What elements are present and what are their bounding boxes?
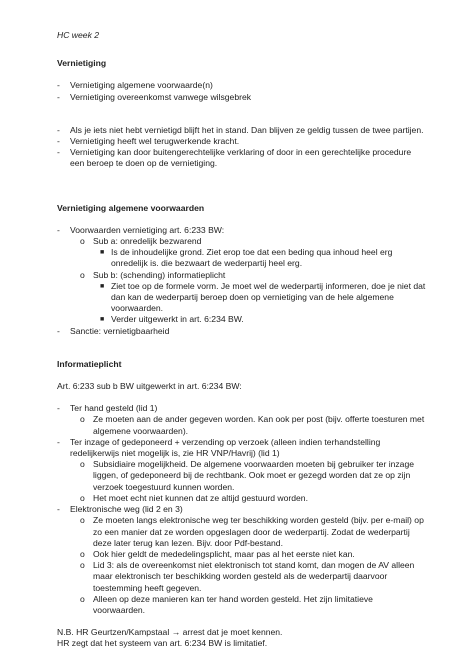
list-item: - Ter hand gesteld (lid 1) [57, 403, 427, 414]
page-header: HC week 2 [57, 30, 100, 40]
square-bullet-icon: ■ [100, 282, 105, 290]
circle-bullet-icon: o [80, 492, 85, 503]
list-item: - Vernietiging heeft wel terugwerkende kracht. [57, 136, 427, 147]
circle-bullet-icon: o [80, 593, 85, 604]
circle-bullet-icon: o [80, 560, 85, 571]
list-item: - Als je iets niet hebt vernietigd blijft het in stand. Dan blijven ze geldig tussen de twee partijen. [57, 125, 427, 136]
circle-bullet-icon: o [80, 548, 85, 559]
hr-note: HR zegt dat het systeem van art. 6:234 BW is limitatief. [57, 638, 268, 649]
sub-list-item: o Ze moeten aan de ander gegeven worden. Kan ook per post (bijv. offerte toesturen met algemene voorwaarden). [80, 414, 425, 436]
sub-sub-list-item: ■ Verder uitgewerkt in art. 6:234 BW. [100, 314, 244, 325]
nb-note: N.B. HR Geurtzen/Kampstaal → arrest dat je moet kennen. [57, 627, 283, 638]
sub-list-item: o Ze moeten langs elektronische weg ter beschikking worden gesteld (bijv. per e-mail) op zo een manier dat ze worden opgeslagen door de wederpartij. Zodat de wederpartij deze later terug kan lezen. Bijv. door Pdf-bestand. [80, 515, 424, 548]
list-item: - Elektronische weg (lid 2 en 3) [57, 504, 427, 515]
sub-sub-list-item: ■ Ziet toe op de formele vorm. Je moet wel de wederpartij informeren, doe je niet dat dan kan de wederpartij beroep doen op vernietiging van de hele algemene voorwaarden. [100, 280, 426, 314]
list-item: - Vernietiging algemene voorwaarde(n) [57, 80, 427, 91]
circle-bullet-icon: o [80, 515, 85, 526]
list-item: - Vernietiging kan door buitengerechtelijke verklaring of door in een gerechtelijke procedure een beroep te doen op de vernietiging. [57, 147, 427, 169]
section-heading-vernietiging: Vernietiging [57, 58, 107, 69]
circle-bullet-icon: o [80, 269, 85, 280]
sub-list-item: o Sub b: (schending) informatieplicht [80, 269, 226, 280]
section-heading-algemene-voorwaarden: Vernietiging algemene voorwaarden [57, 202, 205, 213]
square-bullet-icon: ■ [100, 249, 105, 257]
list-item: - Sanctie: vernietigbaarheid [57, 326, 427, 337]
sub-list-item: o Het moet echt niet kunnen dat ze altijd gestuurd worden. [80, 492, 308, 503]
sub-list-item: o Lid 3: als de overeenkomst niet elektronisch tot stand komt, dan mogen de AV alleen maar elektronisch ter beschikking worden gesteld als de wederpartij daarvoor toestemming heeft gegeven. [80, 560, 415, 593]
document-page [57, 30, 427, 650]
circle-bullet-icon: o [80, 414, 85, 425]
square-bullet-icon: ■ [100, 316, 105, 324]
intro-paragraph: Art. 6:233 sub b BW uitgewerkt in art. 6:234 BW: [57, 381, 242, 392]
sub-list-item: o Alleen op deze manieren kan ter hand worden gesteld. Het zijn limitatieve voorwaarden. [80, 593, 373, 615]
sub-list-item: o Sub a: onredelijk bezwarend [80, 236, 202, 247]
sub-list-item: o Subsidiaire mogelijkheid. De algemene voorwaarden moeten bij gebruiker ter inzage liggen, of gedeponeerd bij de rechtbank. Ook moet er gezegd worden dat ze op zijn verzoek toegestuurd kunnen worden. [80, 459, 415, 492]
circle-bullet-icon: o [80, 459, 85, 470]
sub-list-item: o Ook hier geldt de mededelingsplicht, maar pas al het eerste niet kan. [80, 548, 355, 559]
section-heading-informatieplicht: Informatieplicht [57, 358, 122, 369]
list-item: - Vernietiging overeenkomst vanwege wilsgebrek [57, 92, 427, 103]
list-item: - Ter inzage of gedeponeerd + verzending op verzoek (alleen indien terhandstelling redelijkerwijs niet mogelijk is, zie HR VNP/Havrij) (lid 1) [57, 437, 427, 459]
sub-sub-list-item: ■ Is de inhoudelijke grond. Ziet erop toe dat een beding qua inhoud heel erg onredelijk is. die bezwaart de wederpartij heel erg. [100, 247, 393, 269]
list-item: - Voorwaarden vernietiging art. 6:233 BW: [57, 225, 427, 236]
circle-bullet-icon: o [80, 236, 85, 247]
